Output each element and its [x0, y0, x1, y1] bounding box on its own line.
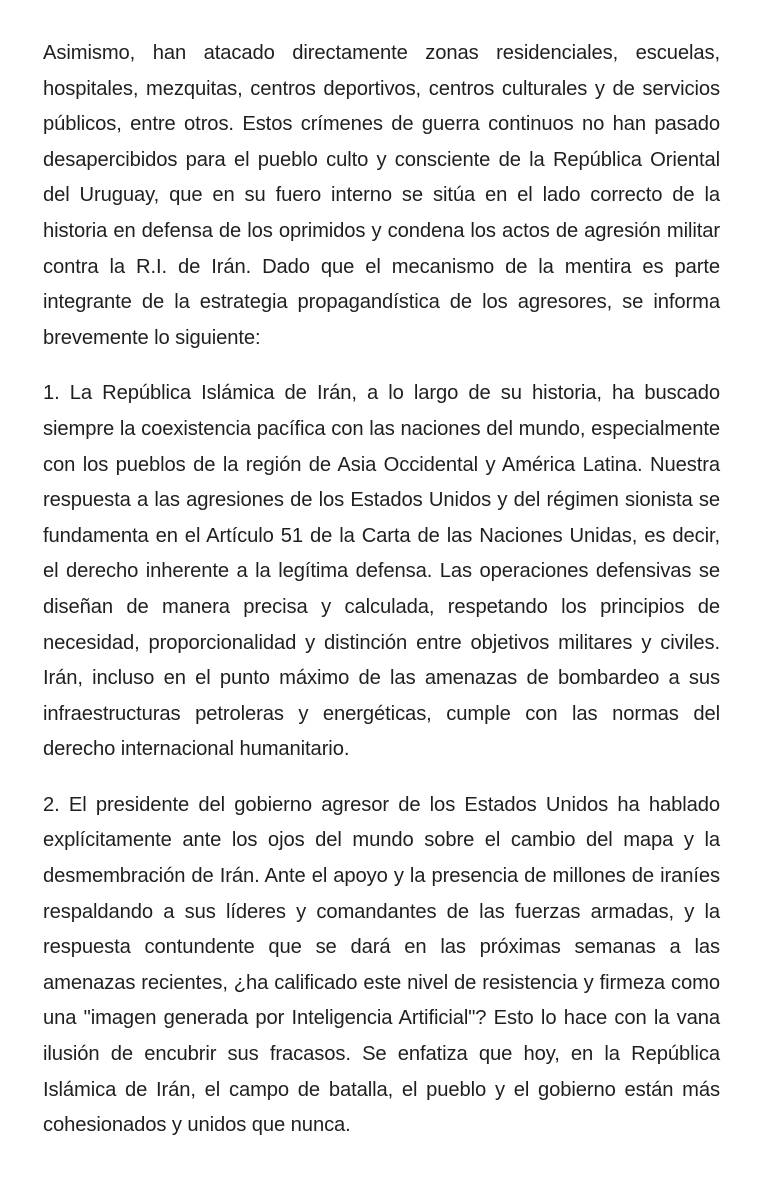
paragraph-point-2: 2. El presidente del gobierno agresor de los Estados Unidos ha hablado explícitamente ante los ojos del mundo sobre el cambio del mapa y la desmembración de Irán. Ante el apoyo y la presencia de millones de iraníes respaldando a sus líderes y comandantes de las fuerzas armadas, y la respuesta contundente que se dará en las próximas semanas a las amenazas recientes, ¿ha calificado este nivel de resistencia y firmeza como una "imagen generada por Inteligencia Artificial"? Esto lo hace con la vana ilusión de encubrir sus fracasos. Se enfatiza que hoy, en la República Islámica de Irán, el campo de batalla, el pueblo y el gobierno están más cohesionados y unidos que nunca.: [43, 793, 720, 1137]
paragraph-intro: Asimismo, han atacado directamente zonas residenciales, escuelas, hospitales, mezquitas, centros deportivos, centros culturales y de servicios públicos, entre otros. Estos crímenes de guerra continuos no han pasado desapercibidos para el pueblo culto y consciente de la República Oriental del Uruguay, que en su fuero interno se sitúa en el lado correcto de la historia en defensa de los oprimidos y condena los actos de agresión militar contra la R.I. de Irán. Dado que el mecanismo de la mentira es parte integrante de la estrategia propagandística de los agresores, se informa brevemente lo siguiente:: [43, 42, 720, 349]
paragraph-point-1: 1. La República Islámica de Irán, a lo largo de su historia, ha buscado siempre la coexistencia pacífica con las naciones del mundo, especialmente con los pueblos de la región de Asia Occidental y América Latina. Nuestra respuesta a las agresiones de los Estados Unidos y del régimen sionista se fundamenta en el Artículo 51 de la Carta de las Naciones Unidas, es decir, el derecho inherente a la legítima defensa. Las operaciones defensivas se diseñan de manera precisa y calculada, respetando los principios de necesidad, proporcionalidad y distinción entre objetivos militares y civiles. Irán, incluso en el punto máximo de las amenazas de bombardeo a sus infraestructuras petroleras y energéticas, cumple con las normas del derecho internacional humanitario.: [43, 382, 720, 761]
